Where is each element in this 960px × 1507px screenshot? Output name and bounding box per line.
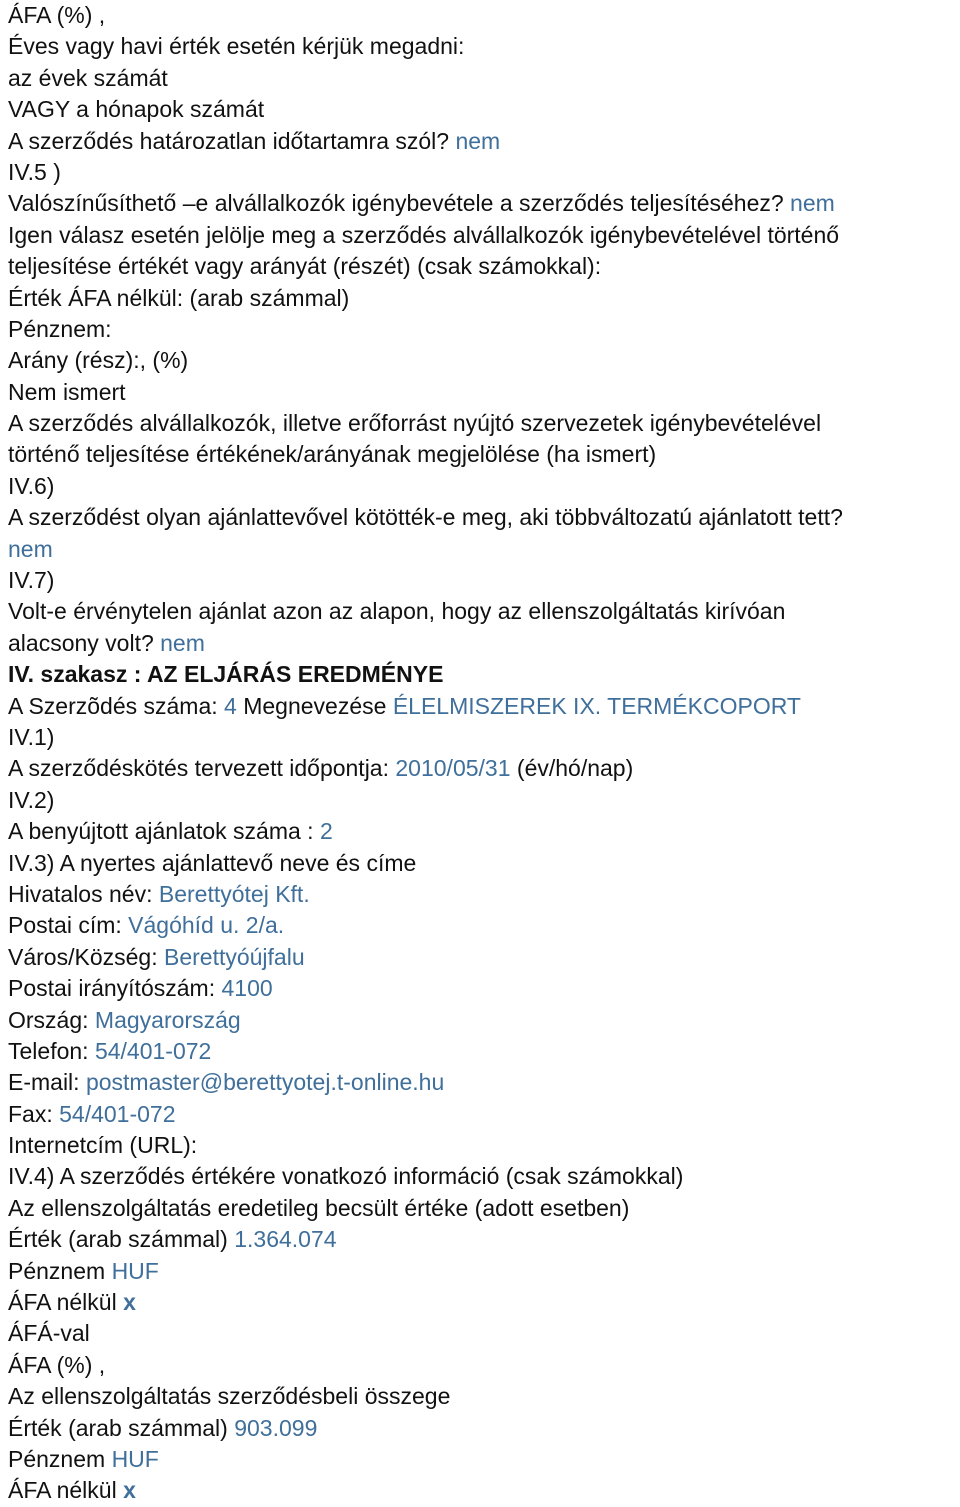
subcontractor-question: Valószínűsíthető –e alvállalkozók igénybevétele a szerződés teljesítéséhez? nem — [8, 190, 835, 217]
official-name-value: Berettyótej Kft. — [158, 880, 310, 907]
contract-currency-value: HUF — [111, 1445, 159, 1472]
estimated-currency-value: HUF — [111, 1257, 159, 1284]
with-vat-line: ÁFÁ-val — [8, 1320, 90, 1347]
invalid-offer-question-2: alacsony volt? nem — [8, 629, 205, 656]
postal-code-value: 4100 — [221, 975, 273, 1002]
phone-line: Telefon: 54/401-072 — [8, 1037, 212, 1064]
postal-address-line: Postai cím: Vágóhíd u. 2/a. — [8, 912, 285, 939]
estimated-value-line: Érték (arab számmal) 1.364.074 — [8, 1226, 337, 1253]
fax-value: 54/401-072 — [59, 1100, 176, 1127]
city-line: Város/Község: Berettyóújfalu — [8, 943, 305, 970]
email-line: E-mail: postmaster@berettyotej.t-online.hu — [8, 1069, 445, 1096]
country-line: Ország: Magyarország — [8, 1006, 241, 1033]
indefinite-duration-value: nem — [455, 127, 501, 154]
section-iv1-heading: IV.1) — [8, 723, 55, 750]
postal-address-value: Vágóhíd u. 2/a. — [128, 912, 285, 939]
section-iv4-heading: IV.4) A szerződés értékére vonatkozó információ (csak számokkal) — [8, 1163, 684, 1190]
afa-percent-line: ÁFA (%) , — [8, 2, 106, 28]
section-iv2-heading: IV.2) — [8, 786, 55, 813]
subcontractor-instruction-1: Igen válasz esetén jelölje meg a szerződés alvállalkozók igénybevételével történő — [8, 221, 840, 248]
city-value: Berettyóújfalu — [163, 943, 305, 970]
contract-date-value: 2010/05/31 — [395, 755, 511, 782]
estimated-currency-line: Pénznem HUF — [8, 1257, 159, 1284]
fax-line: Fax: 54/401-072 — [8, 1100, 176, 1127]
official-name-line: Hivatalos név: Berettyótej Kft. — [8, 880, 310, 907]
contract-value-line: Érték (arab számmal) 903.099 — [8, 1414, 318, 1441]
vat-percent-line: ÁFA (%) , — [8, 1351, 106, 1378]
contract-currency-line: Pénznem HUF — [8, 1445, 159, 1472]
section-heading-result: IV. szakasz : AZ ELJÁRÁS EREDMÉNYE — [8, 661, 444, 688]
value-without-vat-line: Érték ÁFA nélkül: (arab számmal) — [8, 284, 350, 311]
contract-date-line: A szerződéskötés tervezett időpontja: 2010/05/31 (év/hó/nap) — [8, 755, 634, 782]
months-count-line: VAGY a hónapok számát — [8, 96, 265, 123]
indefinite-duration-line: A szerződés határozatlan időtartamra szól? nem — [8, 127, 501, 154]
email-value[interactable]: postmaster@berettyotej.t-online.hu — [85, 1069, 445, 1096]
invalid-offer-answer: nem — [160, 629, 205, 656]
subcontractor-resources-line-1: A szerződés alvállalkozók, illetve erőforrást nyújtó szervezetek igénybevételével — [8, 410, 822, 437]
contract-name-value: ÉLELMISZEREK IX. TERMÉKCOPORT — [392, 692, 801, 719]
ratio-line: Arány (rész):, (%) — [8, 347, 189, 374]
contract-number-line: A Szerzõdés száma: 4 Megnevezése ÉLELMISZEREK IX. TERMÉKCOPORT — [8, 692, 801, 719]
variant-offer-answer: nem — [8, 535, 53, 562]
estimated-without-vat-mark: x — [123, 1289, 136, 1316]
contract-number-value: 4 — [224, 692, 237, 719]
section-iv5-heading: IV.5 ) — [8, 158, 61, 185]
estimated-without-vat-line: ÁFA nélkül x — [8, 1289, 136, 1316]
country-value: Magyarország — [94, 1006, 241, 1033]
url-line: Internetcím (URL): — [8, 1132, 198, 1159]
estimated-value-heading: Az ellenszolgáltatás eredetileg becsült értéke (adott esetben) — [8, 1194, 630, 1221]
offers-count-value: 2 — [319, 818, 333, 845]
contract-without-vat-mark: x — [123, 1477, 136, 1504]
winner-heading: IV.3) A nyertes ajánlattevő neve és címe — [8, 849, 417, 876]
currency-line: Pénznem: — [8, 315, 112, 342]
offers-count-line: A benyújtott ajánlatok száma : 2 — [8, 818, 333, 845]
subcontractor-instruction-2: teljesítése értékét vagy arányát (részét) (csak számokkal): — [8, 253, 602, 280]
years-count-line: az évek számát — [8, 64, 168, 91]
subcontractor-answer: nem — [790, 190, 835, 217]
variant-offer-question: A szerződést olyan ajánlattevővel kötötték-e meg, aki többváltozatú ajánlatott tett? — [8, 504, 843, 531]
contract-value: 903.099 — [234, 1414, 318, 1441]
subcontractor-resources-line-2: történő teljesítése értékének/arányának megjelölése (ha ismert) — [8, 441, 657, 468]
contract-amount-heading: Az ellenszolgáltatás szerződésbeli összege — [8, 1383, 451, 1410]
unknown-line: Nem ismert — [8, 378, 126, 405]
annual-monthly-instruction: Éves vagy havi érték esetén kérjük megadni: — [8, 33, 465, 60]
section-iv6-heading: IV.6) — [8, 472, 55, 499]
phone-value: 54/401-072 — [94, 1037, 212, 1064]
estimated-value: 1.364.074 — [234, 1226, 337, 1253]
invalid-offer-question-1: Volt-e érvénytelen ajánlat azon az alapon, hogy az ellenszolgáltatás kirívóan — [8, 598, 786, 625]
contract-without-vat-line: ÁFA nélkül x — [8, 1477, 136, 1504]
section-iv7-heading: IV.7) — [8, 567, 55, 594]
postal-code-line: Postai irányítószám: 4100 — [8, 975, 273, 1002]
